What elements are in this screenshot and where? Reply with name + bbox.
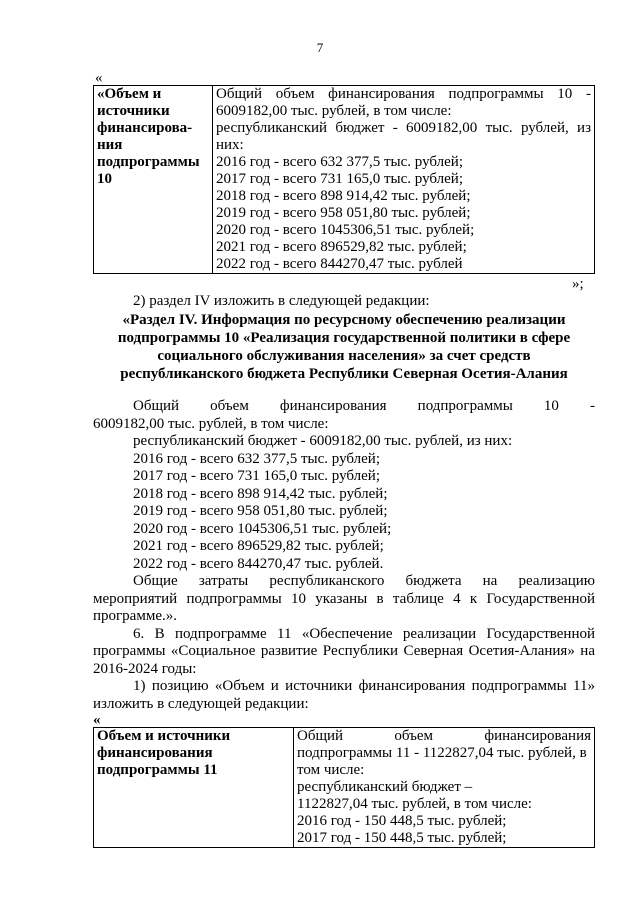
value-line: 2019 год - всего 958 051,80 тыс. рублей; bbox=[216, 205, 471, 221]
value-line: них: bbox=[216, 137, 244, 153]
value-line: том числе: bbox=[297, 762, 365, 778]
table-label-cell bbox=[94, 86, 213, 274]
paragraph-line: программы «Социальное развитие Республики Северная Осетия-Алания» на bbox=[93, 643, 595, 659]
value-line: Общий объем финансирования подпрограммы 10 - bbox=[216, 86, 591, 102]
label-line: подпрограммы 11 bbox=[97, 762, 218, 778]
value-line: республиканский бюджет - 6009182,00 тыс. рублей, из bbox=[216, 120, 591, 136]
table-label-cell bbox=[94, 728, 294, 848]
section-intro bbox=[93, 293, 595, 311]
table-value-cell bbox=[294, 728, 595, 848]
value-line: 2017 год - всего 731 165,0 тыс. рублей; bbox=[216, 171, 463, 187]
section-title-line: подпрограммы 10 «Реализация государственной политики в сфере bbox=[117, 330, 571, 346]
year-line: 2020 год - всего 1045306,51 тыс. рублей; bbox=[133, 520, 392, 537]
value-line: Общий объем финансирования bbox=[297, 728, 591, 744]
value-line: 2021 год - всего 896529,82 тыс. рублей; bbox=[216, 239, 467, 255]
year-line: 2018 год - всего 898 914,42 тыс. рублей; bbox=[133, 485, 388, 502]
year-line: 2019 год - всего 958 051,80 тыс. рублей; bbox=[133, 503, 388, 519]
label-line: подпрограммы bbox=[97, 154, 200, 170]
section-title-line: республиканского бюджета Республики Северная Осетия-Алания bbox=[120, 366, 568, 382]
opening-quote: « bbox=[95, 70, 103, 86]
paragraph-line: 6. В подпрограмме 11 «Обеспечение реализации Государственной bbox=[133, 625, 595, 642]
label-line: источники bbox=[97, 103, 170, 119]
subprogram-10-funding-table bbox=[93, 85, 595, 274]
table-value-cell bbox=[213, 86, 595, 274]
value-line: 2018 год - всего 898 914,42 тыс. рублей; bbox=[216, 188, 471, 204]
value-line: 1122827,04 тыс. рублей, в том числе: bbox=[297, 796, 532, 812]
paragraph-line: 2016-2024 годы: bbox=[93, 660, 197, 677]
opening-quote-bold: « bbox=[93, 712, 101, 728]
value-line: 6009182,00 тыс. рублей, в том числе: bbox=[216, 103, 452, 119]
label-line: финансирования bbox=[97, 745, 213, 761]
paragraph-line: Общий объем финансирования подпрограммы 10 - bbox=[133, 398, 595, 414]
year-line: 2016 год - всего 632 377,5 тыс. рублей; bbox=[133, 450, 380, 467]
label-line: ния bbox=[97, 137, 123, 153]
section-body bbox=[93, 398, 595, 713]
paragraph-line: изложить в следующей редакции: bbox=[93, 695, 309, 712]
closing-quote: »; bbox=[572, 276, 584, 292]
label-line: финансирова- bbox=[97, 120, 193, 136]
label-line: «Объем и bbox=[97, 86, 162, 102]
label-line: 10 bbox=[97, 171, 112, 187]
year-line: 2022 год - всего 844270,47 тыс. рублей. bbox=[133, 555, 384, 572]
value-line: 2022 год - всего 844270,47 тыс. рублей bbox=[216, 256, 463, 272]
value-line: республиканский бюджет – bbox=[297, 779, 473, 795]
paragraph-line: 1) позицию «Объем и источники финансирования подпрограммы 11» bbox=[133, 678, 595, 694]
paragraph-line: мероприятий подпрограммы 10 указаны в таблице 4 к Государственной bbox=[93, 590, 595, 607]
paragraph-line: 6009182,00 тыс. рублей, в том числе: bbox=[93, 415, 329, 432]
paragraph-line: республиканский бюджет - 6009182,00 тыс. рублей, из них: bbox=[133, 433, 513, 449]
value-line: 2016 год - 150 448,5 тыс. рублей; bbox=[297, 813, 507, 829]
section-title-line: социального обслуживания населения» за счет средств bbox=[157, 348, 531, 364]
value-line: 2020 год - всего 1045306,51 тыс. рублей; bbox=[216, 222, 475, 238]
subprogram-11-funding-table bbox=[93, 727, 595, 848]
value-line: 2017 год - 150 448,5 тыс. рублей; bbox=[297, 830, 507, 846]
label-line: Объем и источники bbox=[97, 728, 231, 744]
paragraph-line: программе.». bbox=[93, 608, 177, 624]
value-line: подпрограммы 11 - 1122827,04 тыс. рублей, в bbox=[297, 745, 587, 761]
section-title bbox=[93, 311, 595, 383]
section-title-line: «Раздел IV. Информация по ресурсному обеспечению реализации bbox=[122, 312, 566, 328]
table-row bbox=[94, 728, 595, 848]
value-line: 2016 год - всего 632 377,5 тыс. рублей; bbox=[216, 154, 463, 170]
section-intro-text: 2) раздел IV изложить в следующей редакции: bbox=[133, 293, 430, 309]
paragraph-line: Общие затраты республиканского бюджета на реализацию bbox=[133, 573, 595, 589]
year-line: 2021 год - всего 896529,82 тыс. рублей; bbox=[133, 538, 384, 554]
year-line: 2017 год - всего 731 165,0 тыс. рублей; bbox=[133, 468, 380, 484]
table-row bbox=[94, 86, 595, 274]
page-number: 7 bbox=[316, 40, 324, 55]
